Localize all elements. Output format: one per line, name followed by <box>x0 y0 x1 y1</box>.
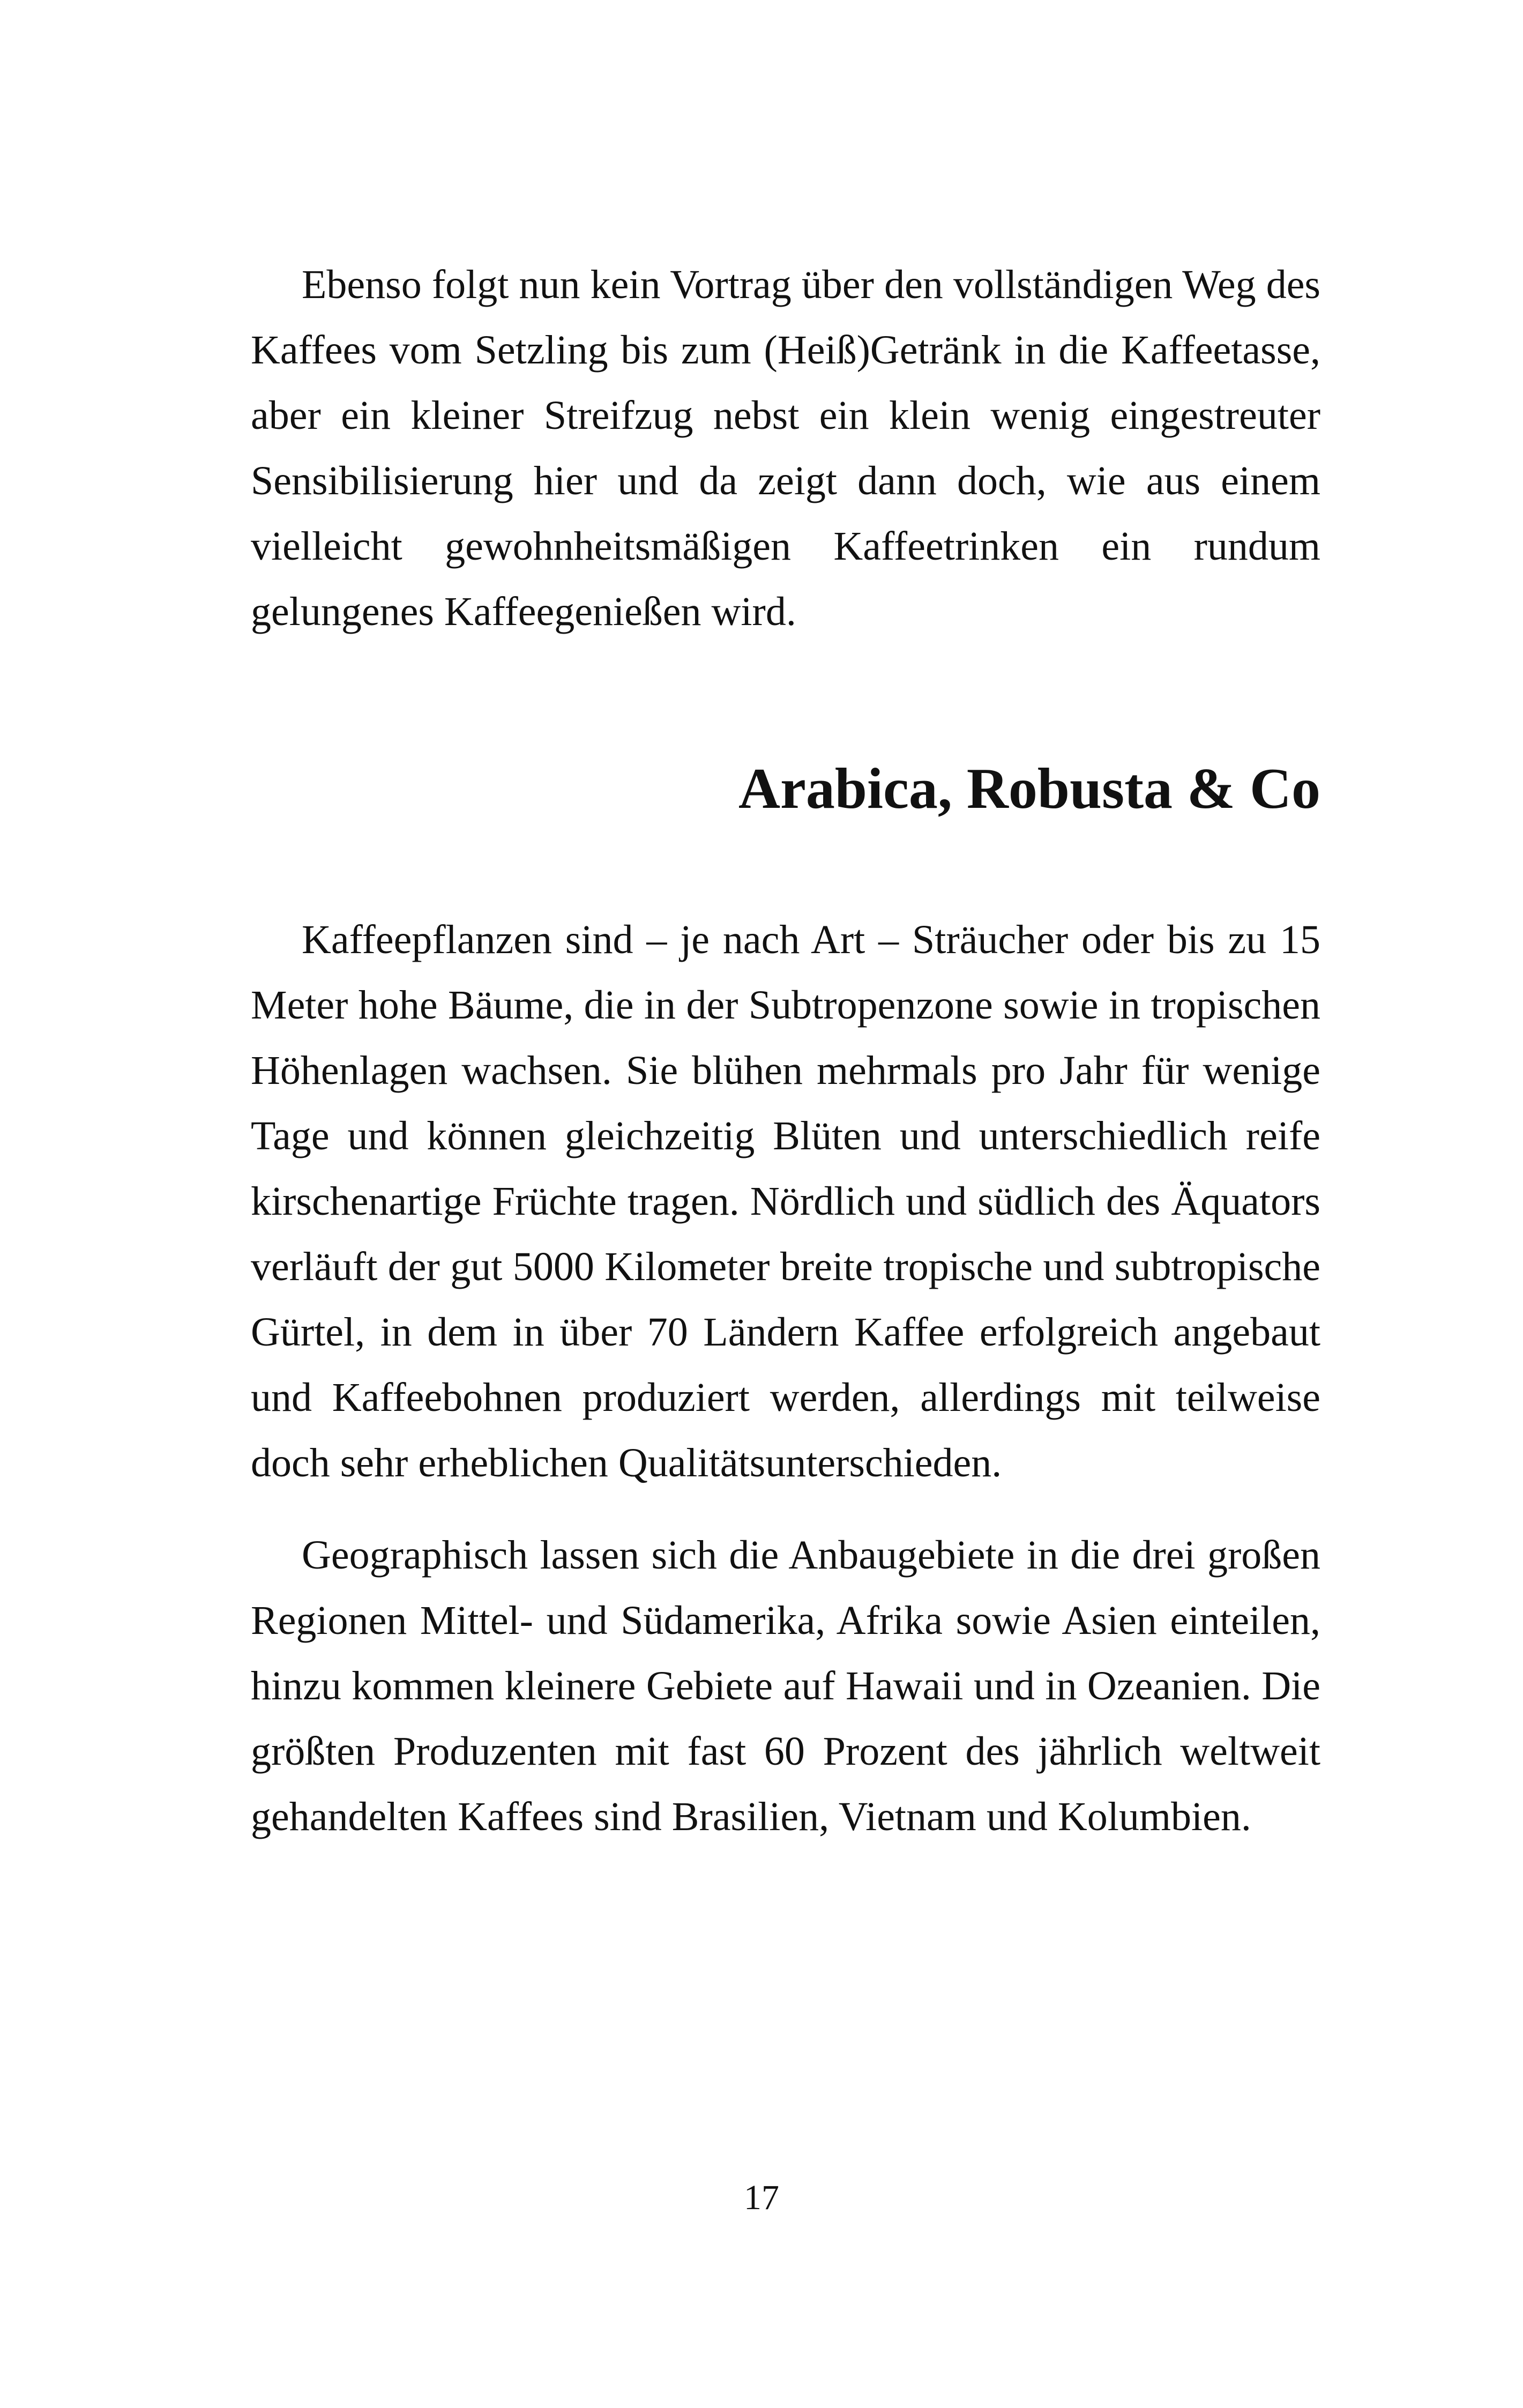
page-content <box>251 252 1320 1849</box>
page-number: 17 <box>744 2178 779 2217</box>
paragraph-growing-regions: Geographisch lassen sich die Anbaugebiete in die drei großen Regionen Mittel- und Südamerika, Afrika sowie Asien einteilen, hinzu kommen kleinere Gebiete auf Hawaii und in Ozeanien. Die größten Produzenten mit fast 60 Prozent des jährlich weltweit gehandelten Kaffees sind Brasilien, Vietnam und Kolumbien. <box>251 1533 1320 1839</box>
paragraph-intro: Ebenso folgt nun kein Vortrag über den vollständigen Weg des Kaffees vom Setzling bis zum (Heiß)Getränk in die Kaffeetasse, aber ein kleiner Streifzug nebst ein klein wenig eingestreuter Sensibilisierung hier und da zeigt dann doch, wie aus einem vielleicht gewohnheitsmäßigen Kaffeetrinken ein rundum gelungenes Kaffeegenießen wird. <box>251 262 1320 634</box>
paragraph-coffee-plants: Kaffeepflanzen sind – je nach Art – Sträucher oder bis zu 15 Meter hohe Bäume, die in der Subtropenzone sowie in tropischen Höhenlagen wachsen. Sie blühen mehrmals pro Jahr für wenige Tage und können gleichzeitig Blüten und unterschiedlich reife kirschenartige Früchte tragen. Nördlich und südlich des Äquators verläuft der gut 5000 Kilometer breite tropische und subtropische Gürtel, in dem in über 70 Ländern Kaffee erfolgreich angebaut und Kaffeebohnen produziert werden, allerdings mit teilweise doch sehr erheblichen Qualitätsunterschieden. <box>251 917 1320 1485</box>
section-heading: Arabica, Robusta & Co <box>738 757 1320 821</box>
